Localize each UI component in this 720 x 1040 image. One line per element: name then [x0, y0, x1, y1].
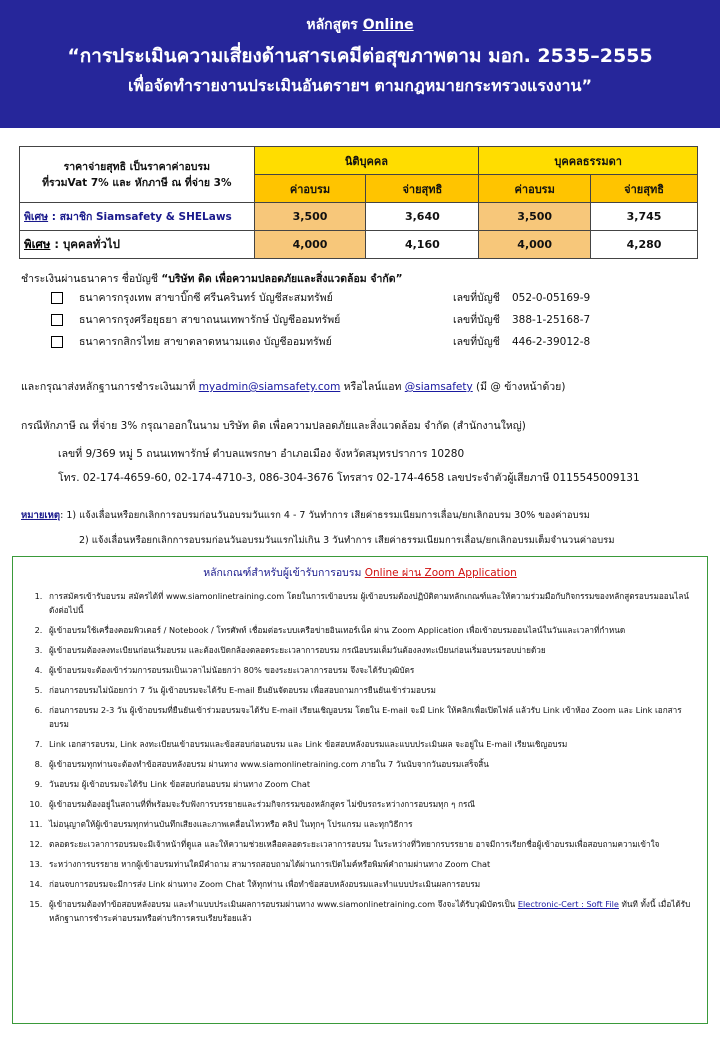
col-individual-net: จ่ายสุทธิ [591, 175, 698, 203]
last-item-prefix: ผู้เข้าอบรมต้องทำข้อสอบหลังอบรม และทำแบบประเมินผลการอบรมผ่านทาง www.siamonlinetraining.com จึงจะได้รับวุฒิบัตรเป็น [49, 899, 518, 909]
list-item: 8. ผู้เข้าอบรมทุกท่านจะต้องทำข้อสอบหลังอบรม ผ่านทาง www.siamonlinetraining.com ภายใน 7 วันนับจากวันอบรมเสร็จสิ้น [45, 757, 697, 771]
remark-item: 2) แจ้งเลื่อนหรือยกเลิกการอบรมก่อนวันอบรมวันแรกไม่เกิน 3 วันทำการ เสียค่าธรรมเนียมการเลื่อน/ยกเลิกอบรมเต็มจำนวนค่าอบรม [79, 535, 615, 546]
tax-note: กรณีหักภาษี ณ ที่จ่าย 3% กรุณาออกในนาม บริษัท ดิด เพื่อความปลอดภัยและสิ่งแวดล้อม จำกัด (สำนักงานใหญ่) [21, 420, 526, 432]
member-individual-net: 3,745 [591, 203, 698, 231]
evidence-email-link[interactable]: myadmin@siamsafety.com [198, 381, 341, 393]
criteria-title [13, 564, 707, 581]
evidence-note [21, 378, 565, 395]
list-item: 13. ระหว่างการบรรยาย หากผู้เข้าอบรมท่านใดมีคำถาม สามารถสอบถามได้ผ่านการเปิดไมค์หรือพิมพ์คำถามผ่านทาง Zoom Chat [45, 857, 697, 871]
account-label: เลขที่บัญชี [453, 292, 500, 304]
member-juristic-fee: 3,500 [254, 203, 366, 231]
special-label: พิเศษ [24, 211, 49, 223]
list-item: 1. การสมัครเข้ารับอบรม สมัครได้ที่ www.siamonlinetraining.com โดยในการเข้าอบรม ผู้เข้าอบรมต้องปฏิบัติตามหลักเกณฑ์และให้ความร่วมมือกับกิจกรรมของหลักสูตรอบรมออนไลน์ ดังต่อไปนี้ [45, 589, 697, 617]
account-number: 388-1-25168-7 [512, 314, 591, 326]
list-item: 14. ก่อนจบการอบรมจะมีการส่ง Link ผ่านทาง Zoom Chat ให้ทุกท่าน เพื่อทำข้อสอบหลังอบรมและทำแบบประเมินผลการอบรม [45, 877, 697, 891]
general-individual-fee: 4,000 [479, 231, 591, 259]
payment-intro [21, 271, 701, 287]
group-individual: บุคคลธรรมดา [479, 147, 698, 175]
course-title-line2: เพื่อจัดทำรายงานประเมินอันตรายฯ ตามกฎหมายกระทรวงแรงงาน” [128, 76, 592, 95]
criteria-title-prefix: หลักเกณฑ์สำหรับผู้เข้ารับการอบรม [203, 567, 365, 579]
table-row [20, 203, 698, 231]
bank-name: ธนาคารกรุงศรีอยุธยา สาขาถนนเทพารักษ์ บัญชีออมทรัพย์ [79, 314, 341, 326]
evidence-suffix: (มี @ ข้างหน้าด้วย) [472, 381, 566, 393]
corner-line2: ที่รวมVat 7% และ หักภาษี ณ ที่จ่าย 3% [42, 176, 232, 189]
course-title-line1: “การประเมินความเสี่ยงด้านสารเคมีต่อสุขภาพตาม มอก. 2535–2555 [67, 45, 653, 67]
table-row [20, 231, 698, 259]
list-item: 2. ผู้เข้าอบรมใช้เครื่องคอมพิวเตอร์ / Notebook / โทรศัพท์ เชื่อมต่อระบบเครือข่ายอินเทอร์เน็ต ผ่าน Zoom Application เพื่อเข้าอบรมออนไลน์ในวันและเวลาที่กำหนด [45, 623, 697, 637]
remarks [21, 508, 590, 523]
last-item-suffix: ทันที ทั้งนี้ เมื่อได้รับหลักฐานการชำระค่าอบรมหรือค่าบริการครบเรียบร้อยแล้ว [49, 899, 691, 923]
remark-item: : 1) แจ้งเลื่อนหรือยกเลิกการอบรมก่อนวันอบรมวันแรก 4 - 7 วันทำการ เสียค่าธรรมเนียมการเลื่อน/ยกเลิกอบรม 30% ของค่าอบรม [60, 510, 590, 521]
list-item: 5. ก่อนการอบรมไม่น้อยกว่า 7 วัน ผู้เข้าอบรมจะได้รับ E-mail ยืนยันจัดอบรม เพื่อสอบถามการยืนยันเข้าร่วมอบรม [45, 683, 697, 697]
row-label-member [20, 203, 255, 231]
account-label: เลขที่บัญชี [453, 336, 500, 348]
general-juristic-fee: 4,000 [254, 231, 366, 259]
company-address: เลขที่ 9/369 หมู่ 5 ถนนเทพารักษ์ ตำบลแพรกษา อำเภอเมือง จังหวัดสมุทรปราการ 10280 [58, 448, 465, 460]
list-item: 11. ไม่อนุญาตให้ผู้เข้าอบรมทุกท่านบันทึกเสียงและภาพเคลื่อนไหวหรือ คลิป ในทุกๆ โปรแกรม และทุกวิธีการ [45, 817, 697, 831]
price-table-corner [20, 147, 255, 203]
list-item: 9. วันอบรม ผู้เข้าอบรมจะได้รับ Link ข้อสอบก่อนอบรม ผ่านทาง Zoom Chat [45, 777, 697, 791]
header-banner [0, 0, 720, 128]
payment-section [21, 271, 701, 353]
col-juristic-fee: ค่าอบรม [254, 175, 366, 203]
account-label: เลขที่บัญชี [453, 314, 500, 326]
general-juristic-net: 4,160 [366, 231, 479, 259]
checkbox-icon [51, 292, 63, 304]
bank-name: ธนาคารกสิกรไทย สาขาตลาดหนามแดง บัญชีออมทรัพย์ [79, 336, 332, 348]
member-juristic-net: 3,640 [366, 203, 479, 231]
checkbox-icon [51, 336, 63, 348]
row-label-general [20, 231, 255, 259]
col-individual-fee: ค่าอบรม [479, 175, 591, 203]
list-item: 7. Link เอกสารอบรม, Link ลงทะเบียนเข้าอบรมและข้อสอบก่อนอบรม และ Link ข้อสอบหลังอบรมและแบบประเมินผล จะอยู่ใน E-mail เรียนเชิญอบรม [45, 737, 697, 751]
member-individual-fee: 3,500 [479, 203, 591, 231]
bank-row [21, 331, 701, 353]
account-number: 446-2-39012-8 [512, 336, 591, 348]
list-item [45, 897, 697, 925]
evidence-prefix: และกรุณาส่งหลักฐานการชำระเงินมาที่ [21, 381, 199, 393]
corner-line1: ราคาจ่ายสุทธิ เป็นราคาค่าอบรม [63, 160, 210, 173]
kicker-prefix: หลักสูตร [306, 17, 363, 33]
payment-account-name: “บริษัท ดิด เพื่อความปลอดภัยและสิ่งแวดล้อม จำกัด” [161, 273, 403, 285]
list-item: 12. ตลอดระยะเวลาการอบรมจะมีเจ้าหน้าที่ดูแล และให้ความช่วยเหลือตลอดระยะเวลาการอบรม ในระหว่างที่วิทยากรบรรยาย อาจมีการเรียกชื่อผู้เข้าอบรมเพื่อสอบถามความเข้าใจ [45, 837, 697, 851]
ecert-link[interactable]: Electronic-Cert : Soft File [517, 899, 619, 909]
evidence-mid: หรือไลน์แอท [340, 381, 405, 393]
company-phone: โทร. 02-174-4659-60, 02-174-4710-3, 086-304-3676 โทรสาร 02-174-4658 เลขประจำตัวผู้เสียภาษี 0115545009131 [58, 472, 640, 484]
checkbox-icon [51, 314, 63, 326]
kicker-online: Online [362, 17, 414, 33]
list-item: 6. ก่อนการอบรม 2-3 วัน ผู้เข้าอบรมที่ยืนยันเข้าร่วมอบรมจะได้รับ E-mail เรียนเชิญอบรม โดยใน E-mail จะมี Link ให้คลิกเพื่อเปิดไฟล์ แล้วรับ Link เข้าห้อง Zoom และ Link เอกสารอบรม [45, 703, 697, 731]
criteria-title-highlight: Online ผ่าน Zoom Application [364, 567, 517, 579]
special-label: พิเศษ [24, 236, 51, 251]
member-label: : สมาชิก Siamsafety & SHELaws [48, 211, 232, 223]
general-individual-net: 4,280 [591, 231, 698, 259]
group-juristic: นิติบุคคล [254, 147, 479, 175]
account-number: 052-0-05169-9 [512, 292, 591, 304]
line-id-link[interactable]: @siamsafety [404, 381, 473, 393]
list-item: 3. ผู้เข้าอบรมต้องลงทะเบียนก่อนเริ่มอบรม และต้องเปิดกล้องตลอดระยะเวลาการอบรม กรณีอบรมเต็มวันต้องลงทะเบียนก่อนเริ่มอบรมรอบบ่ายด้วย [45, 643, 697, 657]
bank-name: ธนาคารกรุงเทพ สาขาบิ๊กซี ศรีนครินทร์ บัญชีสะสมทรัพย์ [79, 292, 333, 304]
list-item: 10. ผู้เข้าอบรมต้องอยู่ในสถานที่ที่พร้อมจะรับฟังการบรรยายและร่วมกิจกรรมของหลักสูตร ไม่ขับรถระหว่างการอบรมทุก ๆ กรณี [45, 797, 697, 811]
course-kicker [0, 14, 720, 36]
general-label: : บุคคลทั่วไป [50, 236, 120, 251]
criteria-box [12, 556, 708, 1024]
bank-row [21, 287, 701, 309]
remarks-label: หมายเหตุ [21, 510, 61, 521]
criteria-list [13, 589, 707, 925]
price-table [19, 146, 698, 259]
bank-row [21, 309, 701, 331]
col-juristic-net: จ่ายสุทธิ [366, 175, 479, 203]
list-item: 4. ผู้เข้าอบรมจะต้องเข้าร่วมการอบรมเป็นเวลาไม่น้อยกว่า 80% ของระยะเวลาการอบรม จึงจะได้รับวุฒิบัตร [45, 663, 697, 677]
payment-intro-prefix: ชำระเงินผ่านธนาคาร ชื่อบัญชี [21, 273, 162, 285]
